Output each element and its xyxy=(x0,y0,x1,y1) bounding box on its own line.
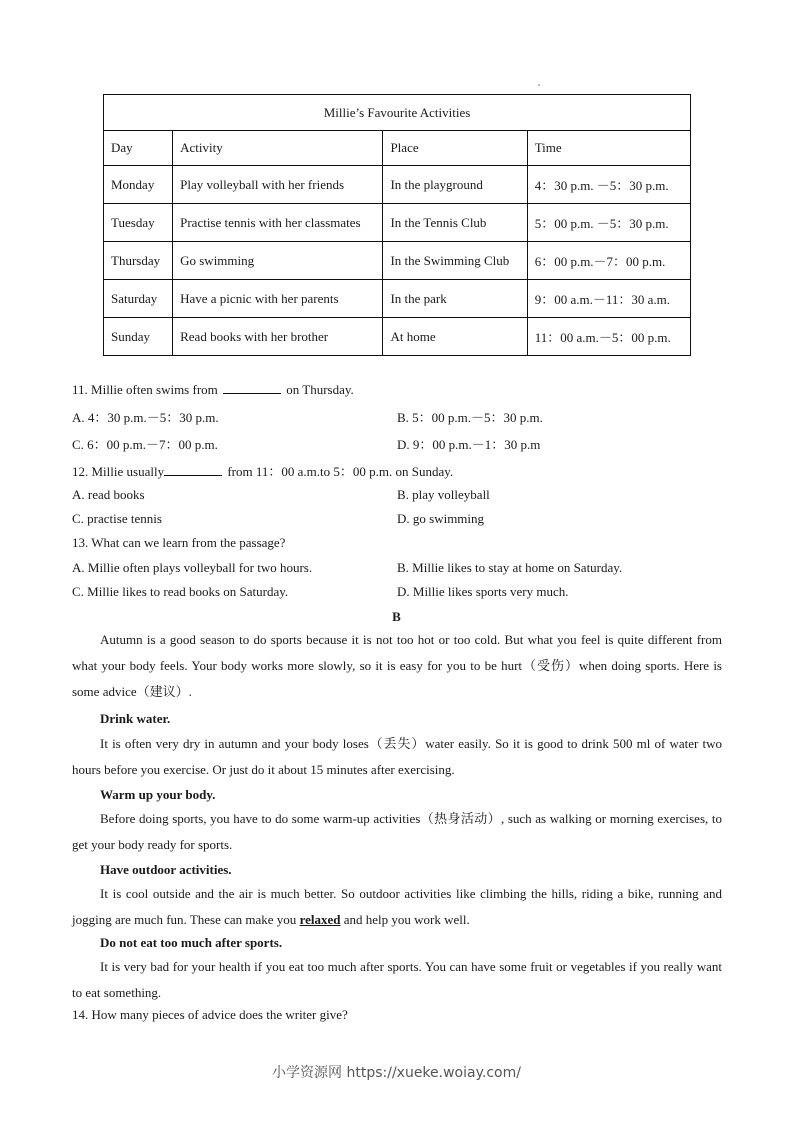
cell-place: In the Tennis Club xyxy=(383,204,527,242)
cell-place: In the park xyxy=(383,280,527,318)
q12-option-d: D. go swimming xyxy=(397,511,485,526)
scan-speck xyxy=(538,84,540,86)
cell-activity: Read books with her brother xyxy=(173,318,383,356)
q12-stem-end: from 11：00 a.m.to 5：00 p.m. on Sunday. xyxy=(227,464,454,479)
q12-stem-start: 12. Millie usually xyxy=(72,464,165,479)
question-13-stem: 13. What can we learn from the passage? xyxy=(72,535,286,550)
cell-time: 11：00 a.m.－5：00 p.m. xyxy=(527,318,690,356)
cell-time: 4：30 p.m. －5：30 p.m. xyxy=(527,166,690,204)
table-row xyxy=(104,318,691,356)
q11-option-c: C. 6：00 p.m.－7：00 p.m. xyxy=(72,437,218,452)
q13-option-c: C. Millie likes to read books on Saturday. xyxy=(72,584,289,599)
cell-activity: Play volleyball with her friends xyxy=(173,166,383,204)
advice-heading-2: Warm up your body. xyxy=(100,787,216,802)
cell-place: In the Swimming Club xyxy=(383,242,527,280)
passage-intro: Autumn is a good season to do sports because it is not too hot or too cold. But what you feel is quite different from what your body feels. Your body works more slowly, so it is easy for you to be hurt（受伤）when doing sports. Here is some advice（建议）. xyxy=(72,632,722,699)
answer-blank xyxy=(164,464,222,476)
cell-time: 5：00 p.m. －5：30 p.m. xyxy=(527,204,690,242)
q12-option-a: A. read books xyxy=(72,487,145,502)
table-header-row xyxy=(104,131,691,166)
header-place: Place xyxy=(383,131,527,166)
cell-activity: Go swimming xyxy=(173,242,383,280)
cell-place: At home xyxy=(383,318,527,356)
header-time: Time xyxy=(527,131,690,166)
cell-day: Sunday xyxy=(104,318,173,356)
q11-stem-end: on Thursday. xyxy=(286,382,354,397)
q13-option-d: D. Millie likes sports very much. xyxy=(397,584,569,599)
cell-activity: Have a picnic with her parents xyxy=(173,280,383,318)
table-row xyxy=(104,204,691,242)
table-title: Millie’s Favourite Activities xyxy=(104,95,691,131)
cell-day: Saturday xyxy=(104,280,173,318)
q11-stem-start: 11. Millie often swims from xyxy=(72,382,218,397)
question-14-stem: 14. How many pieces of advice does the writer give? xyxy=(72,1007,348,1022)
q13-option-b: B. Millie likes to stay at home on Saturday. xyxy=(397,560,623,575)
cell-day: Tuesday xyxy=(104,204,173,242)
table-row xyxy=(104,242,691,280)
q12-option-c: C. practise tennis xyxy=(72,511,162,526)
cell-activity: Practise tennis with her classmates xyxy=(173,204,383,242)
question-12-stem xyxy=(72,461,453,480)
header-activity: Activity xyxy=(173,131,383,166)
cell-place: In the playground xyxy=(383,166,527,204)
advice-heading-1: Drink water. xyxy=(100,711,171,726)
q11-option-d: D. 9：00 p.m.－1：30 p.m xyxy=(397,437,541,452)
q11-option-a: A. 4：30 p.m.－5：30 p.m. xyxy=(72,410,219,425)
table-row xyxy=(104,280,691,318)
cell-day: Thursday xyxy=(104,242,173,280)
underlined-word: relaxed xyxy=(299,912,341,927)
answer-blank xyxy=(223,382,281,394)
advice-text-3 xyxy=(72,881,722,933)
advice-text-1: It is often very dry in autumn and your body loses（丢失）water easily. So it is good to drink 500 ml of water two hours before you exercise. Or just do it about 15 minutes after exercising. xyxy=(72,736,722,777)
cell-day: Monday xyxy=(104,166,173,204)
table-title-row xyxy=(104,95,691,131)
cell-time: 9：00 a.m.－11：30 a.m. xyxy=(527,280,690,318)
footer-watermark: 小学资源网 https://xueke.woiay.com/ xyxy=(272,1065,521,1081)
advice-text-2: Before doing sports, you have to do some warm-up activities（热身活动）, such as walking or morning exercises, to get your body ready for sports. xyxy=(72,811,722,852)
advice-heading-3: Have outdoor activities. xyxy=(100,862,232,877)
q12-option-b: B. play volleyball xyxy=(397,487,490,502)
advice-text-3-start: It is cool outside and the air is much better. So outdoor activities like climbing the hills, riding a bike, running and jogging are much fun. These can make you xyxy=(72,886,722,927)
q13-option-a: A. Millie often plays volleyball for two hours. xyxy=(72,560,313,575)
q11-option-b: B. 5：00 p.m.－5：30 p.m. xyxy=(397,410,543,425)
advice-heading-4: Do not eat too much after sports. xyxy=(100,935,283,950)
cell-time: 6：00 p.m.－7：00 p.m. xyxy=(527,242,690,280)
header-day: Day xyxy=(104,131,173,166)
table-row xyxy=(104,166,691,204)
advice-text-4: It is very bad for your health if you eat too much after sports. You can have some fruit or vegetables if you really want to eat something. xyxy=(72,959,722,1000)
advice-text-3-end: and help you work well. xyxy=(343,912,470,927)
question-11-stem xyxy=(72,382,354,398)
activities-table xyxy=(103,94,691,356)
section-b-label: B xyxy=(392,609,401,624)
